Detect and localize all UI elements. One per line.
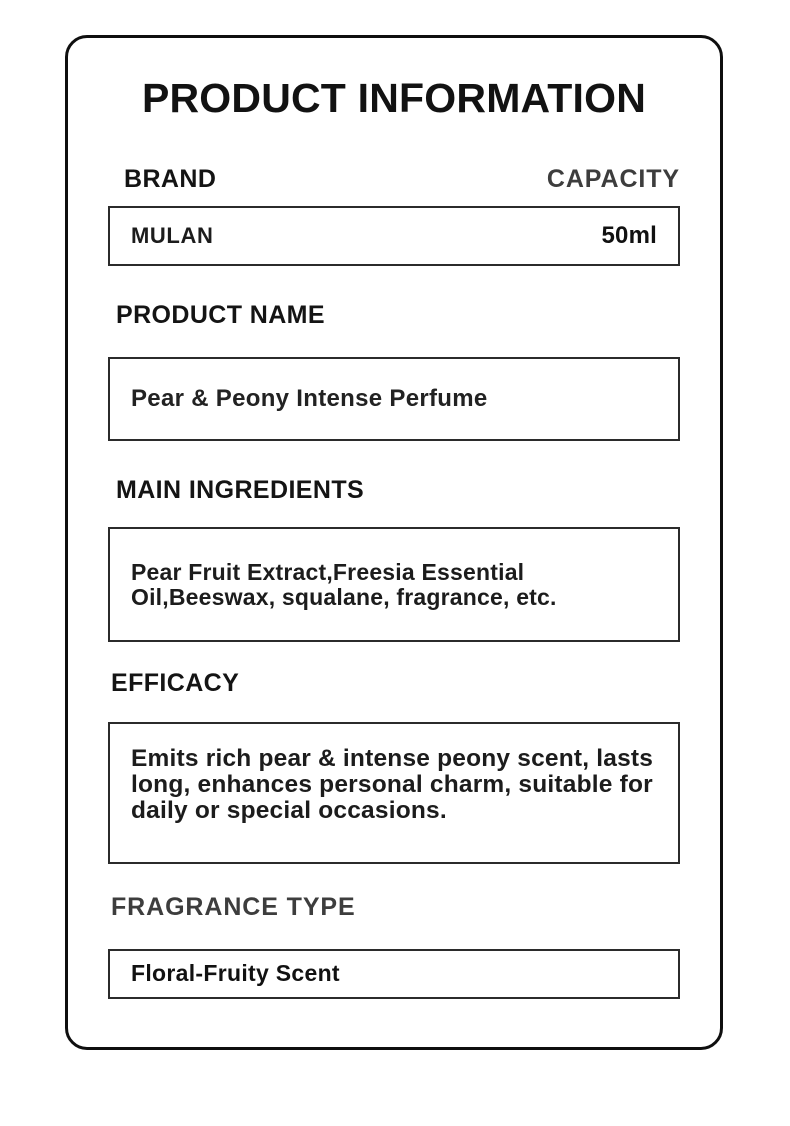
brand-capacity-label-row xyxy=(108,165,680,194)
brand-capacity-box xyxy=(108,206,680,266)
efficacy-box xyxy=(108,722,680,864)
capacity-label: CAPACITY xyxy=(546,165,680,194)
product-name-label: PRODUCT NAME xyxy=(116,300,325,329)
capacity-value: 50ml xyxy=(601,221,657,249)
page-title: PRODUCT INFORMATION xyxy=(141,75,647,121)
efficacy-value: Emits rich pear & intense peony scent, lasts long, enhances personal charm, suitable for daily or special occasions. xyxy=(131,744,654,825)
fragrance-type-label: FRAGRANCE TYPE xyxy=(111,893,356,922)
main-ingredients-box xyxy=(108,527,680,642)
fragrance-type-box xyxy=(108,949,680,999)
main-ingredients-label: MAIN INGREDIENTS xyxy=(116,475,365,504)
efficacy-label: EFFICACY xyxy=(111,669,240,698)
brand-value: MULAN xyxy=(131,222,214,248)
product-name-value: Pear & Peony Intense Perfume xyxy=(131,384,488,412)
product-name-box xyxy=(108,357,680,441)
main-ingredients-value: Pear Fruit Extract,Freesia Essential Oil,Beeswax, squalane, fragrance, etc. xyxy=(131,559,557,610)
product-information-card xyxy=(65,35,723,1050)
fragrance-type-value: Floral-Fruity Scent xyxy=(131,960,340,987)
brand-label: BRAND xyxy=(124,165,217,194)
